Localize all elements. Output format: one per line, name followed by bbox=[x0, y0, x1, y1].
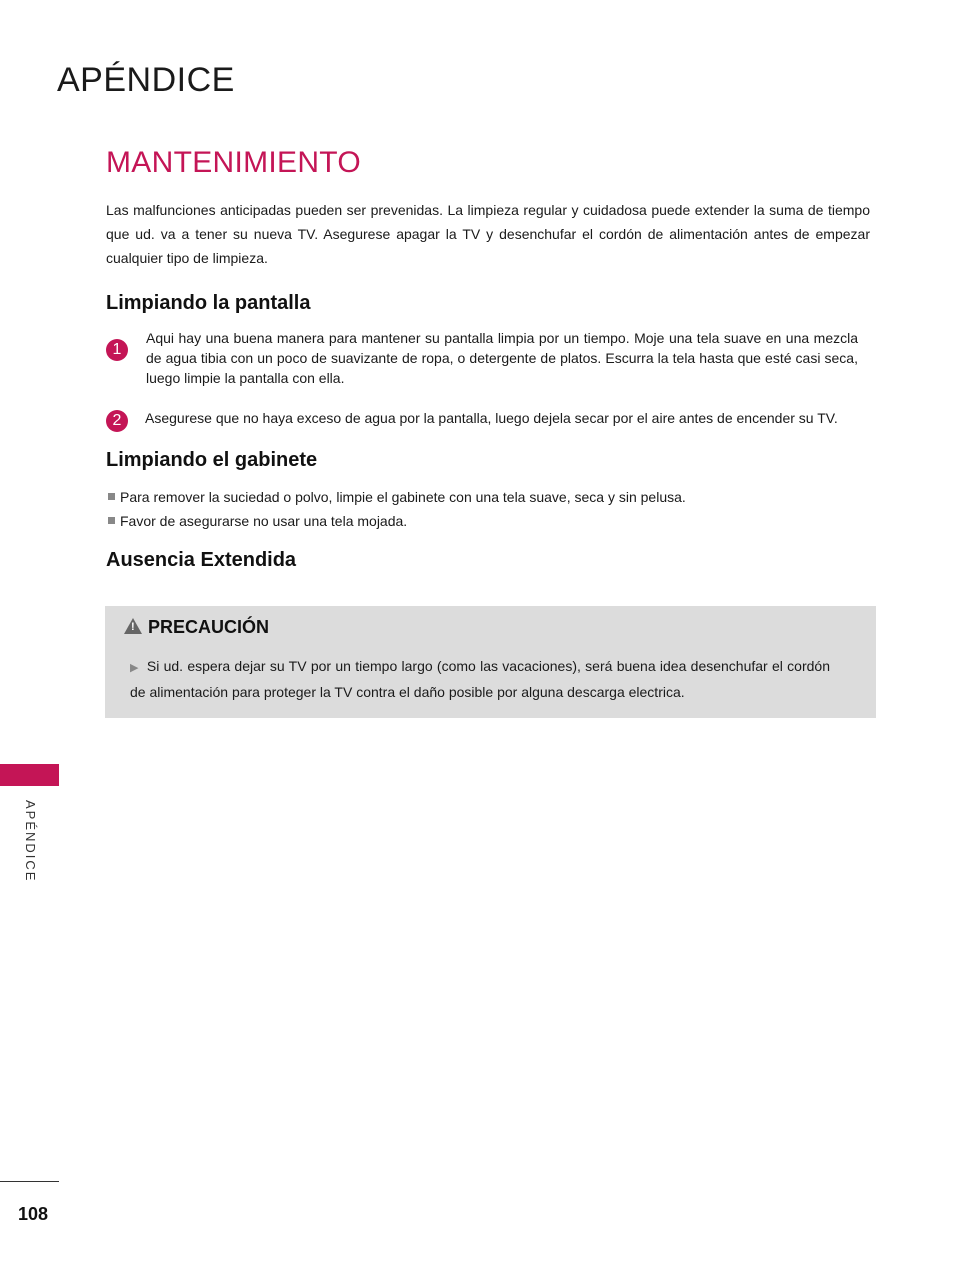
section-title: MANTENIMIENTO bbox=[106, 146, 362, 179]
step-text: Aqui hay una buena manera para mantener su pantalla limpia por un tiempo. Moje una tela suave en una mezcla de agua tibia con un poco de suavizante de ropa, o detergente de platos. Escurra la tela hasta que esté casi seca, luego limpie la pantalla con ella. bbox=[146, 330, 858, 386]
list-item-text: Favor de asegurarse no usar una tela mojada. bbox=[120, 513, 408, 529]
step-text: Asegurese que no haya exceso de agua por la pantalla, luego dejela secar por el aire antes de encender su TV. bbox=[145, 410, 838, 426]
list-item bbox=[108, 511, 407, 531]
intro-paragraph: Las malfunciones anticipadas pueden ser prevenidas. La limpieza regular y cuidadosa puede extender la suma de tiempo que ud. va a tener su nueva TV. Asegurese apagar la TV y desenchufar el cordón de alimentación antes de empezar cualquier tipo de limpieza. bbox=[106, 202, 870, 266]
list-item bbox=[108, 487, 686, 507]
step-number-badge: 2 bbox=[106, 410, 128, 432]
page-number: 108 bbox=[18, 1204, 49, 1224]
caution-text: Si ud. espera dejar su TV por un tiempo largo (como las vacaciones), será buena idea desenchufar el cordón de alimentación para proteger la TV contra el daño posible por alguna descarga electrica. bbox=[130, 658, 830, 700]
caution-heading bbox=[124, 614, 269, 640]
heading-extended-absence: Ausencia Extendida bbox=[106, 549, 297, 571]
warning-icon bbox=[124, 618, 142, 634]
caution-label: PRECAUCIÓN bbox=[148, 617, 270, 637]
step-number-badge: 1 bbox=[106, 339, 128, 361]
list-item-text: Para remover la suciedad o polvo, limpie el gabinete con una tela suave, seca y sin pelusa. bbox=[120, 489, 686, 505]
footer-divider bbox=[0, 1181, 59, 1182]
square-bullet-icon bbox=[108, 517, 115, 524]
square-bullet-icon bbox=[108, 493, 115, 500]
arrow-right-icon: ▶ bbox=[130, 662, 139, 674]
caution-text-block bbox=[130, 654, 830, 704]
side-tab-label: APÉNDICE bbox=[23, 800, 38, 883]
page-title: APÉNDICE bbox=[57, 61, 235, 99]
side-tab-marker bbox=[0, 764, 59, 786]
heading-cabinet-cleaning: Limpiando el gabinete bbox=[106, 449, 318, 471]
heading-screen-cleaning: Limpiando la pantalla bbox=[106, 292, 311, 314]
